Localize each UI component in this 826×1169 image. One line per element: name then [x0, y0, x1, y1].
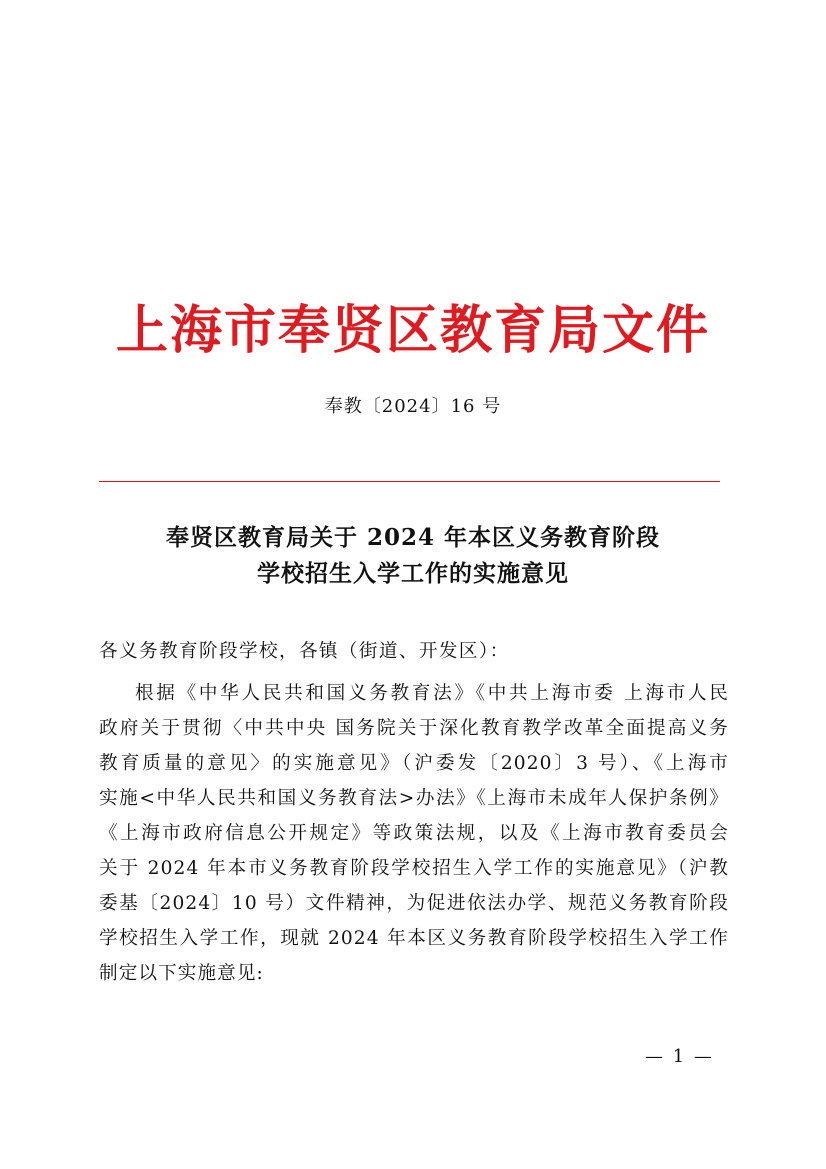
body-line: 制定以下实施意见: [99, 963, 264, 984]
document-title-line-2: 学校招生入学工作的实施意见 [257, 560, 569, 587]
page-number: — 1 — [645, 1046, 714, 1067]
body-line: 政府关于贯彻〈中共中央 国务院关于深化教育教学改革全面提高义务 [99, 718, 729, 739]
body-line: 实施<中华人民共和国义务教育法>办法》《上海市未成年人保护条例》 [99, 788, 729, 809]
body-line: 委基〔2024〕10 号）文件精神，为促进依法办学、规范义务教育阶段 [99, 893, 729, 914]
masthead-title: 上海市奉贤区教育局文件 [115, 301, 710, 361]
body-line: 根据《中华人民共和国义务教育法》《中共上海市委 上海市人民 [135, 683, 729, 704]
red-divider-line [99, 481, 720, 482]
document-title [0, 520, 826, 592]
document-number: 奉教〔2024〕16 号 [324, 396, 502, 417]
addressee-line: 各义务教育阶段学校，各镇（街道、开发区）： [99, 641, 510, 662]
document-title-line-1: 奉贤区教育局关于 2024 年本区义务教育阶段 [165, 524, 661, 551]
body-line: 关于 2024 年本市义务教育阶段学校招生入学工作的实施意见》（沪教 [99, 858, 729, 879]
body-line: 《上海市政府信息公开规定》等政策法规，以及《上海市教育委员会 [99, 823, 729, 844]
body-line: 学校招生入学工作，现就 2024 年本区义务教育阶段学校招生入学工作 [99, 928, 729, 949]
body-line: 教育质量的意见〉的实施意见》（沪委发〔2020〕3 号）、《上海市 [99, 753, 729, 774]
body-paragraph [99, 676, 729, 991]
